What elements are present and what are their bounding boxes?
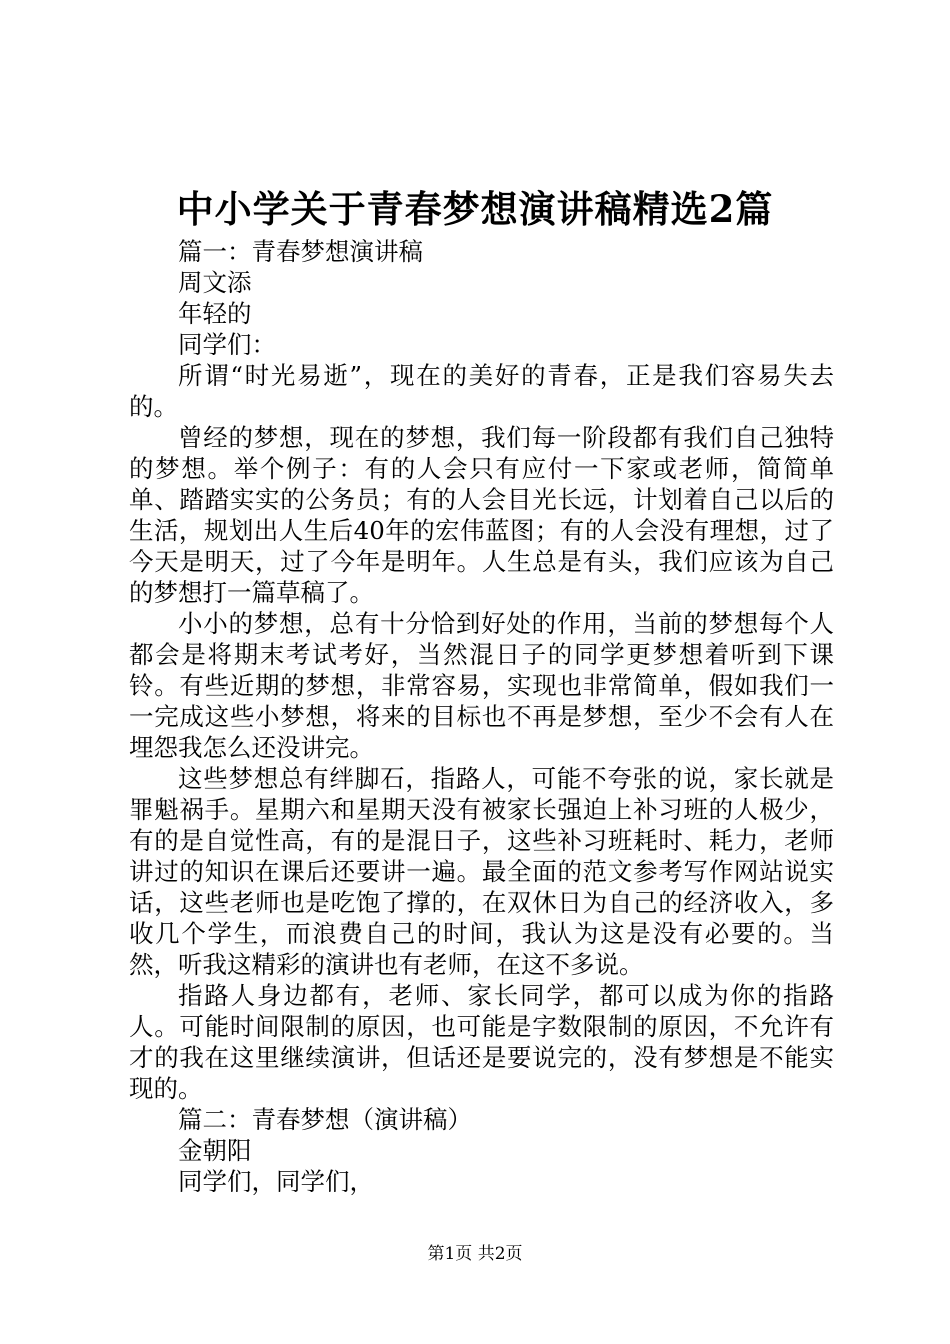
page-footer: 第1页 共2页 <box>427 1244 523 1264</box>
section-heading: 篇二：青春梦想（演讲稿） <box>178 1105 472 1134</box>
section-heading: 篇一：青春梦想演讲稿 <box>178 237 423 266</box>
body-paragraph: 所谓“时光易逝”，现在的美好的青春，正是我们容易失去的。 <box>129 361 834 421</box>
author-name: 金朝阳 <box>178 1136 252 1165</box>
salutation: 同学们，同学们， <box>178 1167 374 1196</box>
body-paragraph: 这些梦想总有绊脚石，指路人，可能不夸张的说，家长就是罪魁祸手。星期六和星期天没有被家长强迫上补习班的人极少，有的是自觉性高，有的是混日子，这些补习班耗时、耗力，老师讲过的知识在课后还要讲一遍。最全面的范文参考写作网站说实话，这些老师也是吃饱了撑的，在双休日为自己的经济收入，多收几个学生，而浪费自己的时间，我认为这是没有必要的。当然，听我这精彩的演讲也有老师，在这不多说。 <box>129 764 834 979</box>
document-body <box>129 236 834 1197</box>
body-paragraph: 年轻的 <box>178 299 252 328</box>
body-paragraph: 指路人身边都有，老师、家长同学，都可以成为你的指路人。可能时间限制的原因，也可能是字数限制的原因，不允许有才的我在这里继续演讲，但话还是要说完的，没有梦想是不能实现的。 <box>129 981 834 1103</box>
salutation: 同学们： <box>178 330 276 359</box>
body-paragraph: 小小的梦想，总有十分恰到好处的作用，当前的梦想每个人都会是将期末考试考好，当然混日子的同学更梦想着听到下课铃。有些近期的梦想，非常容易，实现也非常简单，假如我们一一完成这些小梦想，将来的目标也不再是梦想，至少不会有人在埋怨我怎么还没讲完。 <box>129 609 834 762</box>
body-paragraph: 曾经的梦想，现在的梦想，我们每一阶段都有我们自己独特的梦想。举个例子：有的人会只有应付一下家或老师，简简单单、踏踏实实的公务员；有的人会目光长远，计划着自己以后的生活，规划出人生后40年的宏伟蓝图；有的人会没有理想，过了今天是明天，过了今年是明年。人生总是有头，我们应该为自己的梦想打一篇草稿了。 <box>129 423 834 607</box>
author-name: 周文添 <box>178 268 252 297</box>
document-title: 中小学关于青春梦想演讲稿精选2篇 <box>176 187 774 231</box>
